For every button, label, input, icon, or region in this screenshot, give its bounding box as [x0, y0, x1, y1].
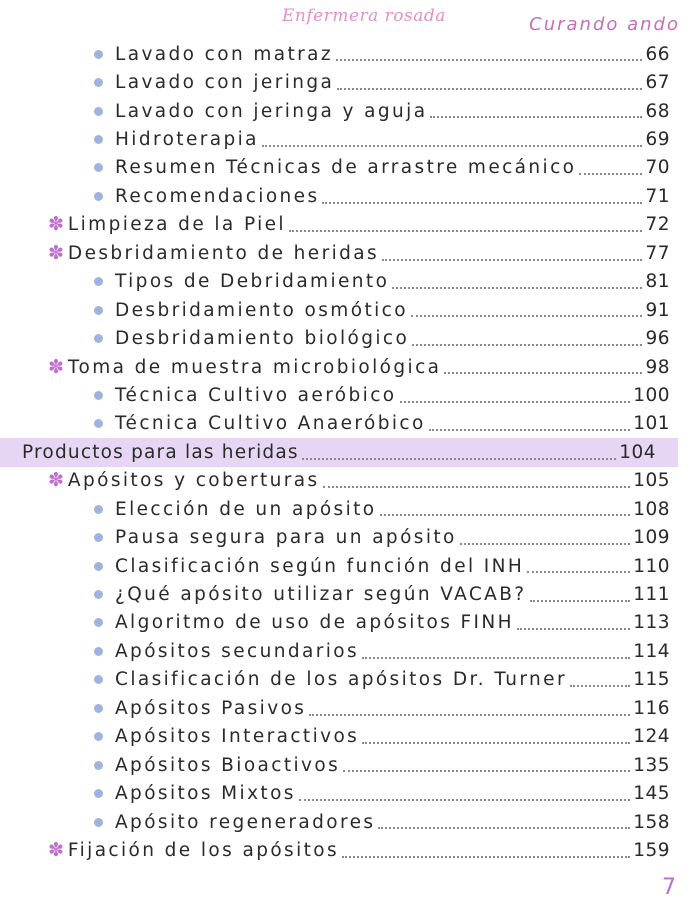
- bullet-dot-icon: [94, 618, 103, 627]
- toc-entry: [0, 324, 700, 352]
- toc-entry-label: Resumen Técnicas de arrastre mecánico: [115, 157, 577, 179]
- dot-leader: [400, 401, 631, 403]
- dot-leader: [362, 657, 630, 659]
- toc-entry-page: 105: [633, 470, 670, 492]
- toc-entry-page: 71: [645, 185, 670, 207]
- toc-entry-page: 109: [633, 527, 670, 549]
- toc-entry-page: 124: [633, 726, 670, 748]
- toc-entry: [0, 125, 700, 153]
- flower-icon: ✽: [48, 838, 64, 861]
- toc-entry: [0, 438, 678, 466]
- toc-entry: [0, 211, 700, 239]
- toc-entry-page: 69: [645, 129, 670, 151]
- toc-entry-page: 135: [633, 754, 670, 776]
- toc-entry-label: Lavado con jeringa: [115, 72, 335, 94]
- dot-leader: [362, 742, 630, 744]
- toc-entry: [0, 182, 700, 210]
- dot-leader: [411, 315, 643, 317]
- bullet-dot-icon: [94, 818, 103, 827]
- flower-icon: ✽: [48, 355, 64, 378]
- toc-entry-page: 115: [633, 669, 670, 691]
- toc-entry-label: Desbridamiento biológico: [115, 328, 410, 350]
- toc-entry-label: Hidroterapia: [115, 129, 259, 151]
- toc-entry: [0, 410, 700, 438]
- bullet-dot-icon: [94, 789, 103, 798]
- toc-entry-page: 70: [645, 157, 670, 179]
- toc-entry: [0, 779, 700, 807]
- toc-entry: [0, 40, 700, 68]
- bullet-dot-icon: [94, 533, 103, 542]
- toc-entry: [0, 296, 700, 324]
- toc-entry: [0, 68, 700, 96]
- toc-entry-label: Lavado con jeringa y aguja: [115, 100, 428, 122]
- toc-entry-label: Limpieza de la Piel: [67, 214, 286, 236]
- bullet-dot-icon: [94, 590, 103, 599]
- toc-entry-page: 96: [645, 328, 670, 350]
- toc-entry-page: 110: [633, 555, 670, 577]
- toc-entry-page: 145: [633, 783, 670, 805]
- dot-leader: [570, 685, 630, 687]
- toc-entry-label: Toma de muestra microbiológica: [67, 356, 442, 378]
- bullet-dot-icon: [94, 135, 103, 144]
- toc-entry-label: Fijación de los apósitos: [67, 839, 340, 861]
- dot-leader: [299, 799, 630, 801]
- dot-leader: [336, 59, 642, 61]
- toc-entry-page: 111: [633, 584, 670, 606]
- bullet-dot-icon: [94, 704, 103, 713]
- header-brand: Enfermera rosada: [282, 6, 446, 26]
- dot-leader: [323, 486, 631, 488]
- toc-entry: [0, 723, 700, 751]
- toc-entry: [0, 751, 700, 779]
- toc-entry-label: Apósitos secundarios: [115, 640, 360, 662]
- toc-entry: [0, 552, 700, 580]
- dot-leader: [380, 514, 631, 516]
- dot-leader: [517, 628, 630, 630]
- dot-leader: [343, 770, 630, 772]
- toc-entry-label: Desbridamiento de heridas: [67, 242, 380, 264]
- toc-entry-page: 67: [645, 72, 670, 94]
- header-section-title: Curando ando: [529, 14, 680, 35]
- toc-entry-page: 98: [645, 356, 670, 378]
- flower-icon: ✽: [48, 213, 64, 236]
- toc-entry-page: 68: [645, 100, 670, 122]
- toc-entry-label: Apósitos Pasivos: [115, 697, 307, 719]
- toc-entry-label: Clasificación según función del INH: [115, 555, 525, 577]
- toc-entry-label: ¿Qué apósito utilizar según VACAB?: [115, 584, 527, 606]
- bullet-dot-icon: [94, 277, 103, 286]
- dot-leader: [262, 145, 643, 147]
- toc-entry-page: 101: [633, 413, 670, 435]
- bullet-dot-icon: [94, 761, 103, 770]
- toc-entry-page: 158: [633, 811, 670, 833]
- bullet-dot-icon: [94, 732, 103, 741]
- toc-entry: [0, 637, 700, 665]
- toc-entry-label: Apósito regeneradores: [115, 811, 376, 833]
- toc-entry-label: Algoritmo de uso de apósitos FINH: [115, 612, 514, 634]
- page-number: 7: [662, 875, 676, 900]
- flower-icon: ✽: [48, 469, 64, 492]
- dot-leader: [289, 230, 642, 232]
- toc-entry-page: 114: [633, 640, 670, 662]
- dot-leader: [378, 827, 630, 829]
- toc-entry-label: Apósitos Bioactivos: [115, 754, 341, 776]
- bullet-dot-icon: [94, 562, 103, 571]
- bullet-dot-icon: [94, 50, 103, 59]
- bullet-dot-icon: [94, 107, 103, 116]
- toc-entry-page: 116: [633, 697, 670, 719]
- toc-entry: [0, 836, 700, 864]
- toc-entry-label: Técnica Cultivo Anaeróbico: [115, 413, 426, 435]
- toc-entry-label: Apósitos y coberturas: [67, 470, 320, 492]
- toc-entry: [0, 808, 700, 836]
- toc-entry-page: 91: [645, 299, 670, 321]
- toc-entry-page: 113: [633, 612, 670, 634]
- dot-leader: [322, 202, 642, 204]
- toc-entry-page: 66: [645, 43, 670, 65]
- toc-entry-label: Clasificación de los apósitos Dr. Turner: [115, 669, 567, 691]
- toc-entry: [0, 239, 700, 267]
- toc-entry-label: Productos para las heridas: [22, 441, 299, 463]
- toc-entry-page: 72: [645, 214, 670, 236]
- toc-entry: [0, 97, 700, 125]
- bullet-dot-icon: [94, 334, 103, 343]
- toc-entry: [0, 609, 700, 637]
- bullet-dot-icon: [94, 505, 103, 514]
- toc-entry-label: Apósitos Interactivos: [115, 726, 360, 748]
- toc-entry: [0, 694, 700, 722]
- dot-leader: [382, 259, 642, 261]
- dot-leader: [302, 458, 616, 460]
- toc-entry-label: Pausa segura para un apósito: [115, 527, 457, 549]
- toc-entry-page: 159: [633, 839, 670, 861]
- toc-entry-label: Lavado con matraz: [115, 43, 334, 65]
- dot-leader: [530, 600, 631, 602]
- toc-entry-page: 104: [619, 441, 656, 463]
- toc-entry-label: Recomendaciones: [115, 185, 320, 207]
- toc-entry: [0, 268, 700, 296]
- toc-entry: [0, 523, 700, 551]
- toc-entry-page: 77: [645, 242, 670, 264]
- dot-leader: [579, 173, 642, 175]
- dot-leader: [309, 714, 630, 716]
- dot-leader: [429, 429, 631, 431]
- bullet-dot-icon: [94, 78, 103, 87]
- toc-entry: [0, 495, 700, 523]
- bullet-dot-icon: [94, 391, 103, 400]
- bullet-dot-icon: [94, 163, 103, 172]
- dot-leader: [412, 344, 642, 346]
- dot-leader: [460, 543, 630, 545]
- bullet-dot-icon: [94, 647, 103, 656]
- toc-entry-label: Técnica Cultivo aeróbico: [115, 384, 397, 406]
- toc-entry-page: 100: [633, 384, 670, 406]
- dot-leader: [392, 287, 642, 289]
- flower-icon: ✽: [48, 241, 64, 264]
- toc-entry: [0, 154, 700, 182]
- dot-leader: [430, 116, 642, 118]
- toc-entry: [0, 666, 700, 694]
- table-of-contents: [0, 40, 700, 865]
- toc-entry: [0, 467, 700, 495]
- bullet-dot-icon: [94, 419, 103, 428]
- dot-leader: [444, 372, 642, 374]
- dot-leader: [342, 856, 630, 858]
- toc-entry-page: 108: [633, 498, 670, 520]
- dot-leader: [337, 88, 642, 90]
- bullet-dot-icon: [94, 675, 103, 684]
- bullet-dot-icon: [94, 306, 103, 315]
- toc-entry-label: Desbridamiento osmótico: [115, 299, 408, 321]
- toc-entry-label: Elección de un apósito: [115, 498, 377, 520]
- toc-entry: [0, 353, 700, 381]
- toc-entry: [0, 580, 700, 608]
- toc-entry-label: Tipos de Debridamiento: [115, 271, 390, 293]
- toc-entry-label: Apósitos Mixtos: [115, 783, 296, 805]
- toc-entry-page: 81: [645, 271, 670, 293]
- bullet-dot-icon: [94, 192, 103, 201]
- toc-entry: [0, 381, 700, 409]
- dot-leader: [527, 571, 630, 573]
